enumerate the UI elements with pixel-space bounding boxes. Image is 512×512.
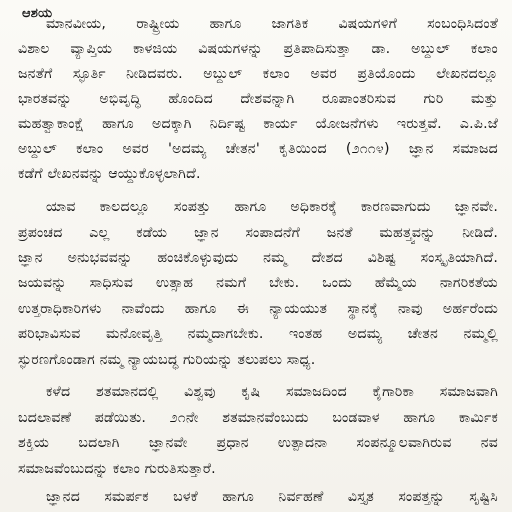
text-line: ಭಾರತವನ್ನು ಅಭಿವೃದ್ಧಿ ಹೊಂದಿದ ದೇಶವನ್ನಾಗಿ ರೂಪಾಂತರಿಸುವ ಗುರಿ ಮತ್ತು bbox=[18, 91, 498, 107]
section-heading: ಆಶಯ bbox=[22, 6, 53, 21]
text-line: ಉತ್ತರಾಧಿಕಾರಿಗಳು ನಾವೆಂದು ಹಾಗೂ ಈ ನ್ಯಾಯಯುತ ಸ್ಥಾನಕ್ಕೆ ನಾವು ಅರ್ಹರೆಂದು bbox=[18, 301, 498, 317]
text-line: ಮಾನವೀಯ, ರಾಷ್ಟ್ರೀಯ ಹಾಗೂ ಜಾಗತಿಕ ವಿಷಯಗಳಿಗೆ ಸಂಬಂಧಿಸಿದಂತೆ bbox=[46, 16, 498, 32]
text-line: ಶಕ್ತಿಯ ಬದಲಾಗಿ ಜ್ಞಾನವೇ ಪ್ರಧಾನ ಉತ್ಪಾದನಾ ಸಂಪನ್ಮೂಲವಾಗಿರುವ ನವ bbox=[18, 435, 498, 451]
text-line: ಕಡೆಗೆ ಲೇಖನವನ್ನು ಆಯ್ದುಕೊಳ್ಳಲಾಗಿದೆ. bbox=[18, 166, 201, 182]
text-line: ಅಬ್ದುಲ್ ಕಲಾಂ ಅವರ 'ಅದಮ್ಯ ಚೇತನ' ಕೃತಿಯಿಂದ (೨೧೧೪) ಜ್ಞಾನ ಸಮಾಜದ bbox=[18, 141, 498, 157]
text-line: ವಿಶಾಲ ವ್ಯಾಪ್ತಿಯ ಕಾಳಜಿಯ ವಿಷಯಗಳನ್ನು ಪ್ರತಿಪಾದಿಸುತ್ತಾ ಡಾ. ಅಬ್ದುಲ್ ಕಲಾಂ bbox=[18, 41, 498, 57]
text-line: ಪ್ರಪಂಚದ ಎಲ್ಲ ಕಡೆಯ ಜ್ಞಾನ ಸಂಪಾದನೆಗೆ ಜನತೆ ಮಹತ್ತ್ವವನ್ನು ನೀಡಿದೆ. bbox=[18, 225, 498, 241]
text-line: ಜಯವನ್ನು ಸಾಧಿಸುವ ಉತ್ಸಾಹ ನಮಗೆ ಬೇಕು. ಒಂದು ಹೆಮ್ಮೆಯ ನಾಗರಿಕತೆಯ bbox=[18, 275, 498, 291]
text-line: ಜನತೆಗೆ ಸ್ಫೂರ್ತಿ ನೀಡಿದವರು. ಅಬ್ದುಲ್ ಕಲಾಂ ಅವರ ಪ್ರತಿಯೊಂದು ಲೇಖನದಲ್ಲೂ bbox=[18, 66, 498, 82]
text-line: ಯಾವ ಕಾಲದಲ್ಲೂ ಸಂಪತ್ತು ಹಾಗೂ ಅಧಿಕಾರಕ್ಕೆ ಕಾರಣವಾಗುದು ಜ್ಞಾನವೇ. bbox=[46, 199, 498, 215]
text-line: ಬದಲಾವಣೆ ಪಡೆಯಿತು. ೨೧ನೇ ಶತಮಾನವೆಂಬುದು ಬಂಡವಾಳ ಹಾಗೂ ಕಾರ್ಮಿಕ bbox=[18, 410, 498, 426]
text-line: ಕಳೆದ ಶತಮಾನದಲ್ಲಿ ವಿಶ್ವವು ಕೃಷಿ ಸಮಾಜದಿಂದ ಕೈಗಾರಿಕಾ ಸಮಾಜವಾಗಿ bbox=[46, 384, 498, 400]
text-line: ಜ್ಞಾನ ಅನುಭವವನ್ನು ಹಂಚಿಕೊಳ್ಳುವುದು ನಮ್ಮ ದೇಶದ ವಿಶಿಷ್ಟ ಸಂಸ್ಕೃತಿಯಾಗಿದೆ. bbox=[18, 250, 498, 266]
text-line: ಸಮಾಜವೆಂಬುದನ್ನು ಕಲಾಂ ಗುರುತಿಸುತ್ತಾರೆ. bbox=[18, 461, 216, 477]
text-line: ಮಹತ್ವಾಕಾಂಕ್ಷೆ ಹಾಗೂ ಅದಕ್ಕಾಗಿ ನಿರ್ದಿಷ್ಟ ಕಾರ್ಯ ಯೋಜನೆಗಳು ಇರುತ್ತವೆ. ಎ.ಪಿ.ಜೆ bbox=[18, 116, 498, 132]
text-line: ಜ್ಞಾನದ ಸಮರ್ಪಕ ಬಳಕೆ ಹಾಗೂ ನಿರ್ವಹಣೆ ವಿಸ್ತೃತ ಸಂಪತ್ತನ್ನು ಸೃಷ್ಟಿಸಿ bbox=[46, 489, 498, 505]
text-line: ಸ್ಫುರಣಗೊಂಡಾಗ ನಮ್ಮ ನ್ಯಾಯಬದ್ಧ ಗುರಿಯನ್ನು ತಲುಪಲು ಸಾಧ್ಯ. bbox=[18, 352, 316, 368]
text-line: ಪರಿಭಾವಿಸುವ ಮನೋವೃತ್ತಿ ನಮ್ಮದಾಗಬೇಕು. ಇಂತಹ ಅದಮ್ಯ ಚೇತನ ನಮ್ಮಲ್ಲಿ bbox=[18, 326, 498, 342]
